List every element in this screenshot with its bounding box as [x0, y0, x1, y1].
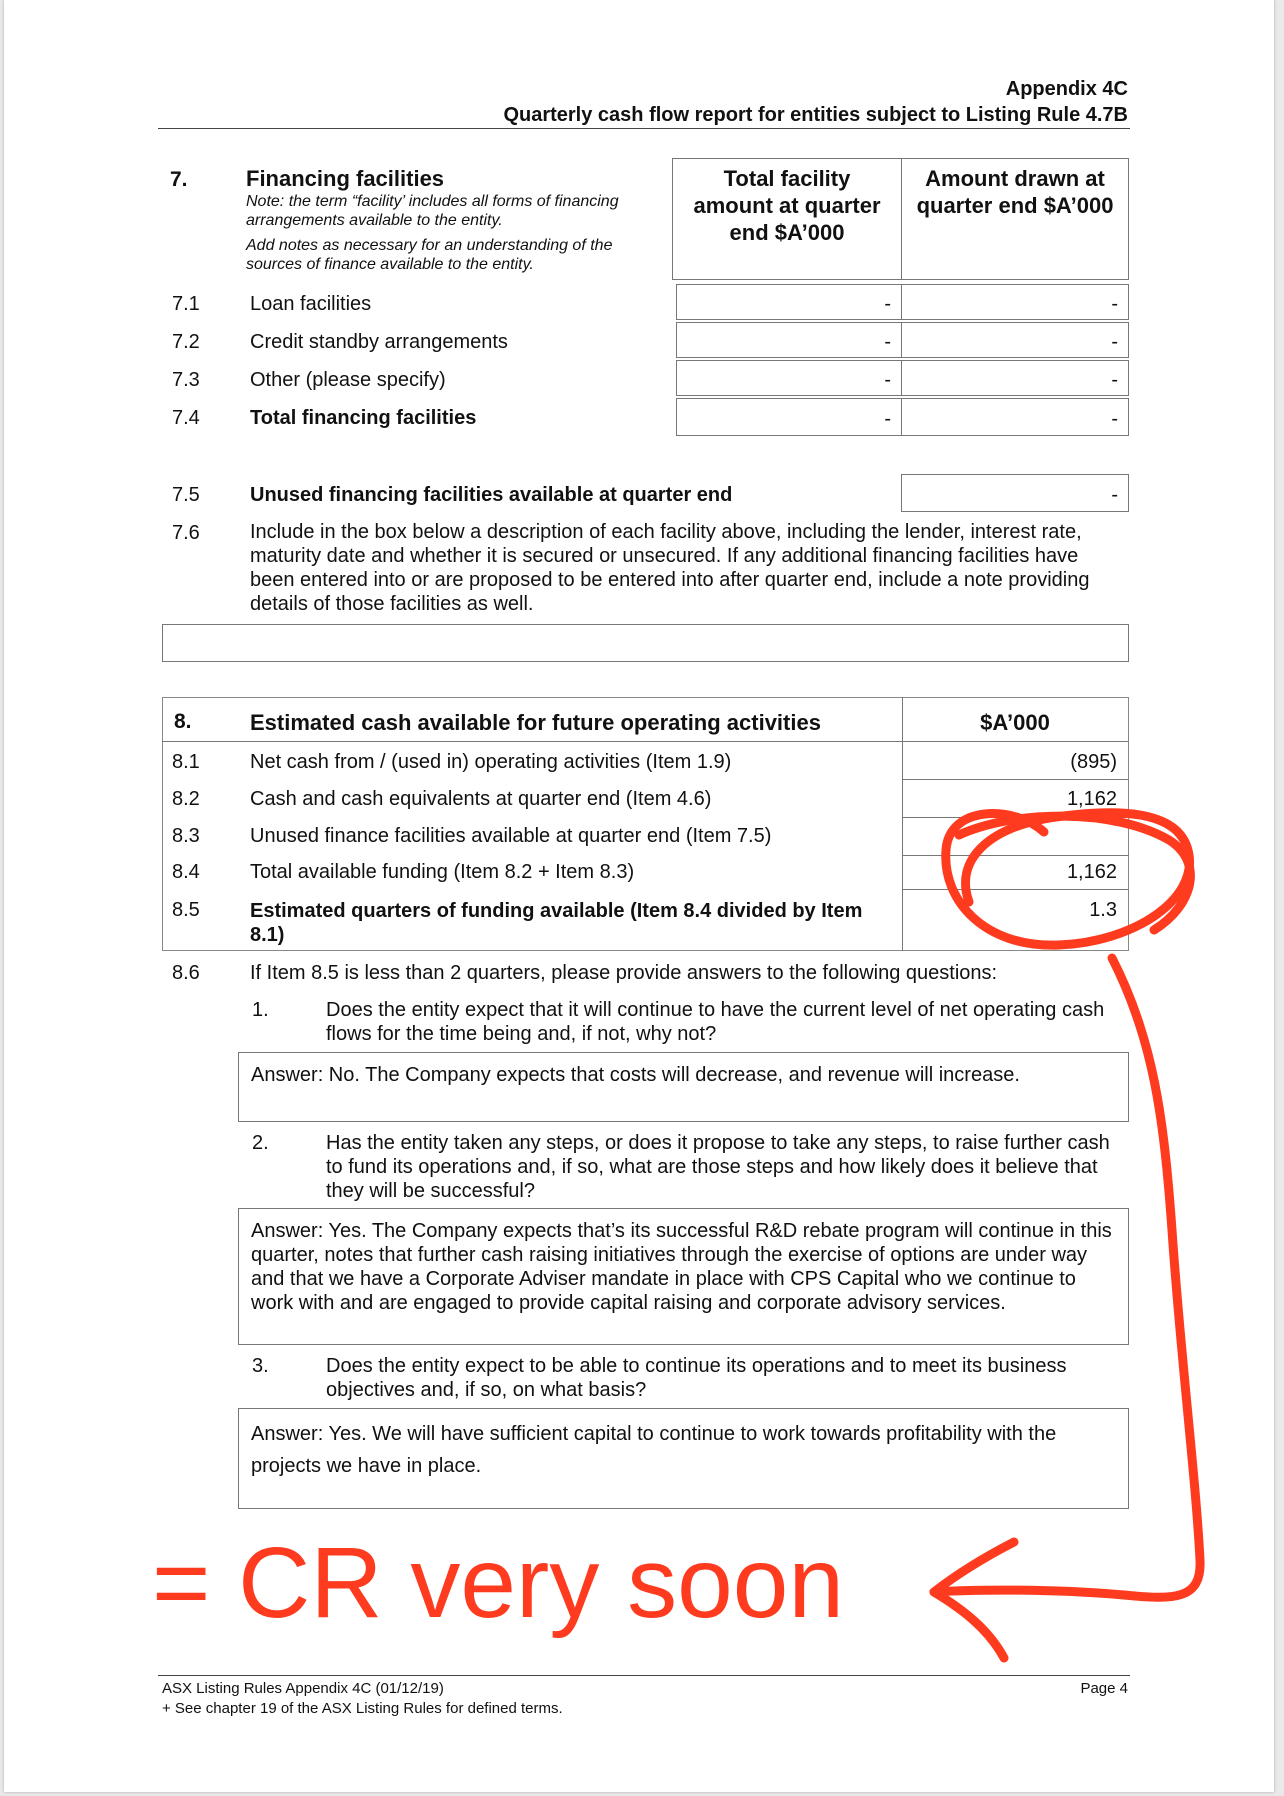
input-cell[interactable]: - [901, 398, 1129, 436]
question-number: 2. [252, 1132, 269, 1154]
section7-note-facility: Note: the term “facility’ includes all forms of financing arrangements available to the entity. [246, 193, 619, 229]
row-number: 8.6 [172, 962, 200, 984]
section8-title: Estimated cash available for future operating activities [250, 710, 821, 735]
value-cell: (895) [1070, 751, 1117, 773]
appendix-title: Appendix 4C [1005, 78, 1128, 100]
row-number: 7.6 [172, 522, 200, 544]
value-cell: 1,162 [1066, 861, 1117, 883]
input-cell[interactable]: - [901, 360, 1129, 396]
red-circle-and-arrow [4, 0, 1274, 1792]
input-cell[interactable]: - [676, 322, 902, 358]
input-cell[interactable]: - [901, 474, 1129, 512]
handwritten-annotation: = CR very soon [152, 1527, 844, 1639]
footer-rule [158, 1675, 1130, 1676]
footer-source: ASX Listing Rules Appendix 4C (01/12/19) [162, 1680, 444, 1697]
section8-number: 8. [174, 710, 192, 733]
input-cell[interactable]: - [676, 284, 902, 320]
question-text: Has the entity taken any steps, or does it propose to take any steps, to raise further cash to fund its operations and, if so, what are those steps and how likely does it believe that they will be successful? [326, 1132, 1110, 1202]
question-text: Does the entity expect that it will continue to have the current level of net operating cash flows for the time being and, if not, why not? [326, 999, 1105, 1045]
answer-box[interactable]: Answer: Yes. The Company expects that’s its successful R&D rebate program will continue in this quarter, notes that further cash raising initiatives through the exercise of options are under way and that we have a Corporate Adviser mandate in place with CPS Capital who we continue to work with and are engaged to provide capital raising and corporate advisory services. [238, 1208, 1129, 1345]
section7-note-add: Add notes as necessary for an understanding of the sources of finance available to the entity. [246, 237, 613, 273]
question-number: 3. [252, 1355, 269, 1377]
input-cell[interactable]: - [901, 284, 1129, 320]
input-cell[interactable]: - [901, 322, 1129, 358]
section7-title: Financing facilities [246, 166, 445, 191]
col-header-total-facility: Total facility amount at quarter end $A’000 [672, 158, 902, 280]
arrow-line [934, 958, 1200, 1597]
document-page: Appendix 4C Quarterly cash flow report for entities subject to Listing Rule 4.7B 7. Financing facilities Note: the term “facility’ includes all forms of financing arrangements available to the entity. Add notes as necessary for an understanding of the sources of finance available to the entity. Total facility amount at quarter end $A’000 Amount drawn at quarter end $A’000 7.1 Loan facilities - - 7.2 Credit standby arrangements - - 7.3 Other (please specify) - - 7.4 Total financing facilities - - 7.5 Unused financing facilities available at quarter end - 7.6 Include in the box below a description of each facility above, including the lender, interest rate, maturity date and whether it is secured or unsecured. If any additional financing facilities have been entered into or are proposed to be entered into after quarter end, include a note providing details of those facilities as well. 8. Estimated cash available for future operating activities $A’000 8.1 Net cash from / (used in) operating activities (Item 1.9) (895) 8.2 Cash and cash equivalents at quarter end (Item 4.6) 1,162 8.3 Unused finance facilities available at quarter end (Item 7.5) 8.4 Total available funding (Item 8.2 + Item 8.3) 1,162 8.5 Estimated quarters of funding available (Item 8.4 divided by Item 8.1) 1.3 8.6 If Item 8.5 is less than 2 quarters, please provide answers to the following questions: 1. Does the entity expect that it will continue to have the current level of net operating cash flows for the time being and, if not, why not? Answer: No. The Company expects that costs will decrease, and revenue will increase. 2. Has the entity taken any steps, or does it propose to take any steps, to raise further cash to fund its operations and, if so, what are those steps and how likely does it believe that they will be successful? Answer: Yes. The Company expects that’s its successful R&D rebate program will continue in this quarter, notes that further cash raising initiatives through the exercise of options are under way and that we have a Corporate Adviser mandate in place with CPS Capital who we continue to work with and are engaged to provide capital raising and corporate advisory services. 3. Does the entity expect to be able to continue its operations and to meet its business objectives and, if so, on what basis? Answer: Yes. We will have sufficient capital to continue to work towards profitability with the projects we have in place. = CR very soon ASX Listing Rules Appendix 4C (01/12/19) + See chapter 19 of the ASX Listing Rules for defined terms. Page 4 [4, 0, 1274, 1792]
footer-note: + See chapter 19 of the ASX Listing Rules for defined terms. [162, 1700, 563, 1717]
question-text: Does the entity expect to be able to continue its operations and to meet its business objectives and, if so, on what basis? [326, 1355, 1067, 1401]
arrow-head [934, 1542, 1014, 1658]
report-subtitle: Quarterly cash flow report for entities subject to Listing Rule 4.7B [503, 104, 1128, 126]
value-cell: 1.3 [1089, 899, 1117, 921]
questions-intro: If Item 8.5 is less than 2 quarters, please provide answers to the following questions: [250, 962, 998, 984]
input-cell[interactable]: - [676, 360, 902, 396]
answer-box[interactable]: Answer: Yes. We will have sufficient capital to continue to work towards profitability with the projects we have in place. [238, 1408, 1129, 1509]
page-number: Page 4 [1080, 1680, 1128, 1697]
answer-box[interactable]: Answer: No. The Company expects that costs will decrease, and revenue will increase. [238, 1052, 1129, 1122]
input-cell[interactable]: - [676, 398, 902, 436]
value-cell: 1,162 [1066, 788, 1117, 810]
facility-description-instruction: Include in the box below a description of each facility above, including the lender, interest rate, maturity date and whether it is secured or unsecured. If any additional financing facilities have been entered into or are proposed to be entered into after quarter end, include a note providing details of those facilities as well. [250, 521, 1090, 615]
col-header-amount-drawn: Amount drawn at quarter end $A’000 [901, 158, 1129, 280]
section7-number: 7. [170, 168, 188, 191]
section8-col-header: $A’000 [980, 710, 1050, 735]
question-number: 1. [252, 999, 269, 1021]
